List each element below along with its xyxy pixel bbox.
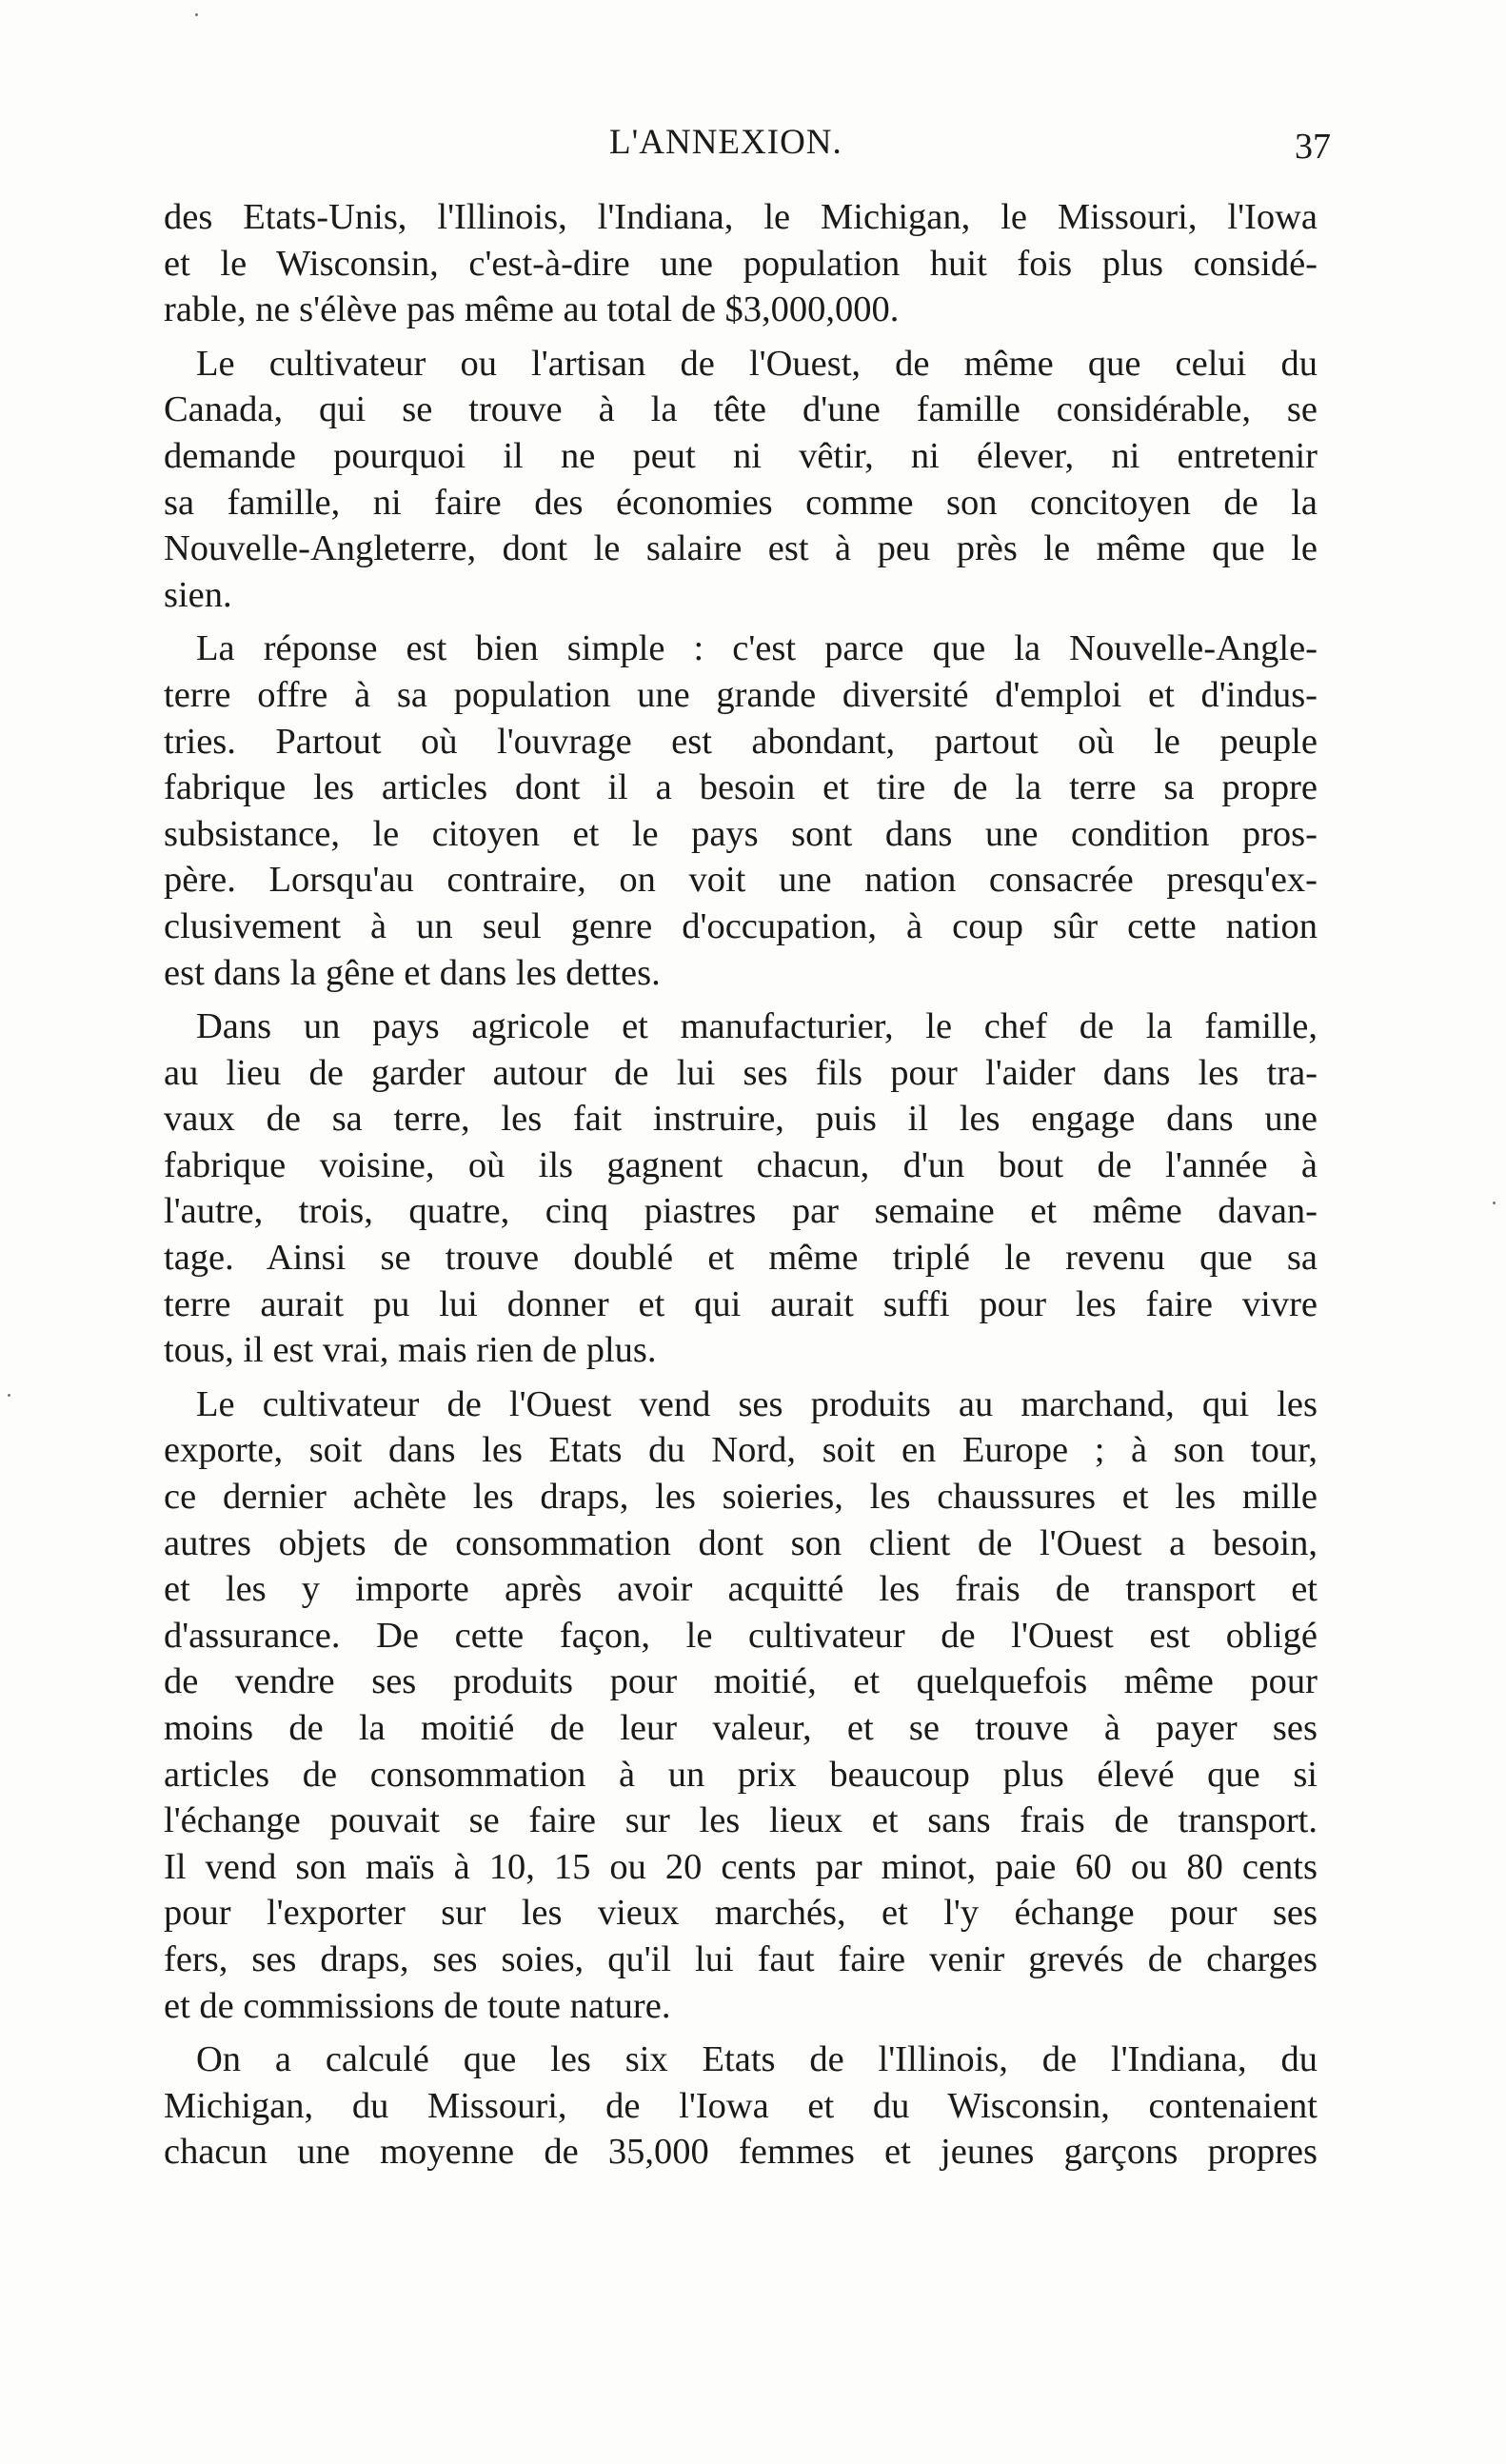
text-line: et de commissions de toute nature.	[164, 1985, 671, 2026]
paper-speck	[8, 1394, 10, 1397]
text-line: père. Lorsqu'au contraire, on voit une nation consacrée presqu'ex-	[164, 860, 1318, 901]
text-line: articles de consommation à un prix beaucoup plus élevé que si	[164, 1754, 1318, 1795]
text-line: des Etats-Unis, l'Illinois, l'Indiana, le Michigan, le Missouri, l'Iowa	[164, 197, 1318, 237]
text-line: et le Wisconsin, c'est-à-dire une population huit fois plus considé-	[164, 243, 1318, 284]
paragraph-5	[164, 1381, 1318, 2029]
text-line: clusivement à un seul genre d'occupation, à coup sûr cette nation	[164, 905, 1318, 946]
text-line: ce dernier achète les draps, les soieries, les chaussures et les mille	[164, 1477, 1318, 1518]
text-line: et les y importe après avoir acquitté les frais de transport et	[164, 1569, 1318, 1610]
text-line: autres objets de consommation dont son client de l'Ouest a besoin,	[164, 1522, 1318, 1563]
text-line: Le cultivateur ou l'artisan de l'Ouest, de même que celui du	[196, 343, 1318, 384]
paragraph-4	[164, 1003, 1318, 1374]
text-line: fers, ses draps, ses soies, qu'il lui faut faire venir grevés de charges	[164, 1938, 1318, 1979]
text-line: demande pourquoi il ne peut ni vêtir, ni élever, ni entretenir	[164, 435, 1318, 476]
text-line: tous, il est vrai, mais rien de plus.	[164, 1330, 657, 1371]
text-line: l'autre, trois, quatre, cinq piastres par semaine et même davan-	[164, 1191, 1318, 1232]
text-line: Il vend son maïs à 10, 15 ou 20 cents par minot, paie 60 ou 80 cents	[164, 1846, 1318, 1887]
text-line: exporte, soit dans les Etats du Nord, soit en Europe ; à son tour,	[164, 1430, 1318, 1471]
paper-speck	[195, 13, 198, 16]
paragraph-1	[164, 194, 1318, 333]
text-line: pour l'exporter sur les vieux marchés, et l'y échange pour ses	[164, 1893, 1318, 1934]
text-line: Canada, qui se trouve à la tête d'une famille considérable, se	[164, 389, 1318, 430]
text-line: de vendre ses produits pour moitié, et quelquefois même pour	[164, 1661, 1318, 1702]
text-line: sa famille, ni faire des économies comme son concitoyen de la	[164, 482, 1318, 523]
text-line: terre aurait pu lui donner et qui aurait suffi pour les faire vivre	[164, 1283, 1318, 1324]
paragraph-6	[164, 2037, 1318, 2176]
text-line: La réponse est bien simple : c'est parce que la Nouvelle-Angle-	[196, 628, 1318, 669]
text-line: moins de la moitié de leur valeur, et se trouve à payer ses	[164, 1708, 1318, 1748]
text-line: fabrique voisine, où ils gagnent chacun, d'un bout de l'année à	[164, 1144, 1318, 1185]
text-line: d'assurance. De cette façon, le cultivateur de l'Ouest est obligé	[164, 1615, 1318, 1656]
text-line: au lieu de garder autour de lui ses fils pour l'aider dans les tra-	[164, 1052, 1318, 1093]
text-line: terre offre à sa population une grande diversité d'emploi et d'indus-	[164, 674, 1318, 715]
text-line: l'échange pouvait se faire sur les lieux et sans frais de transport.	[164, 1800, 1318, 1841]
paragraph-3	[164, 626, 1318, 996]
text-line: Nouvelle-Angleterre, dont le salaire est à peu près le même que le	[164, 528, 1318, 569]
text-line: rable, ne s'élève pas même au total de $3,000,000.	[164, 289, 900, 330]
text-line: vaux de sa terre, les fait instruire, puis il les engage dans une	[164, 1099, 1318, 1140]
text-line: fabrique les articles dont il a besoin et tire de la terre sa propre	[164, 767, 1318, 808]
running-title: L'ANNEXION.	[609, 123, 842, 162]
page-number: 37	[1295, 127, 1331, 167]
text-line: subsistance, le citoyen et le pays sont dans une condition pros-	[164, 813, 1318, 854]
text-line: Le cultivateur de l'Ouest vend ses produits au marchand, qui les	[196, 1383, 1318, 1424]
text-line: Michigan, du Missouri, de l'Iowa et du Wisconsin, contenaient	[164, 2085, 1318, 2126]
text-line: sien.	[164, 574, 232, 615]
text-line: On a calculé que les six Etats de l'Illinois, de l'Indiana, du	[196, 2039, 1318, 2080]
text-line: chacun une moyenne de 35,000 femmes et jeunes garçons propres	[164, 2132, 1318, 2173]
paper-speck	[1493, 1202, 1496, 1204]
text-line: est dans la gêne et dans les dettes.	[164, 952, 661, 993]
text-line: tage. Ainsi se trouve doublé et même triplé le revenu que sa	[164, 1238, 1318, 1279]
text-line: Dans un pays agricole et manufacturier, le chef de la famille,	[196, 1006, 1318, 1047]
paragraph-2	[164, 341, 1318, 619]
body-text	[164, 194, 1318, 2183]
text-line: tries. Partout où l'ouvrage est abondant, partout où le peuple	[164, 721, 1318, 762]
